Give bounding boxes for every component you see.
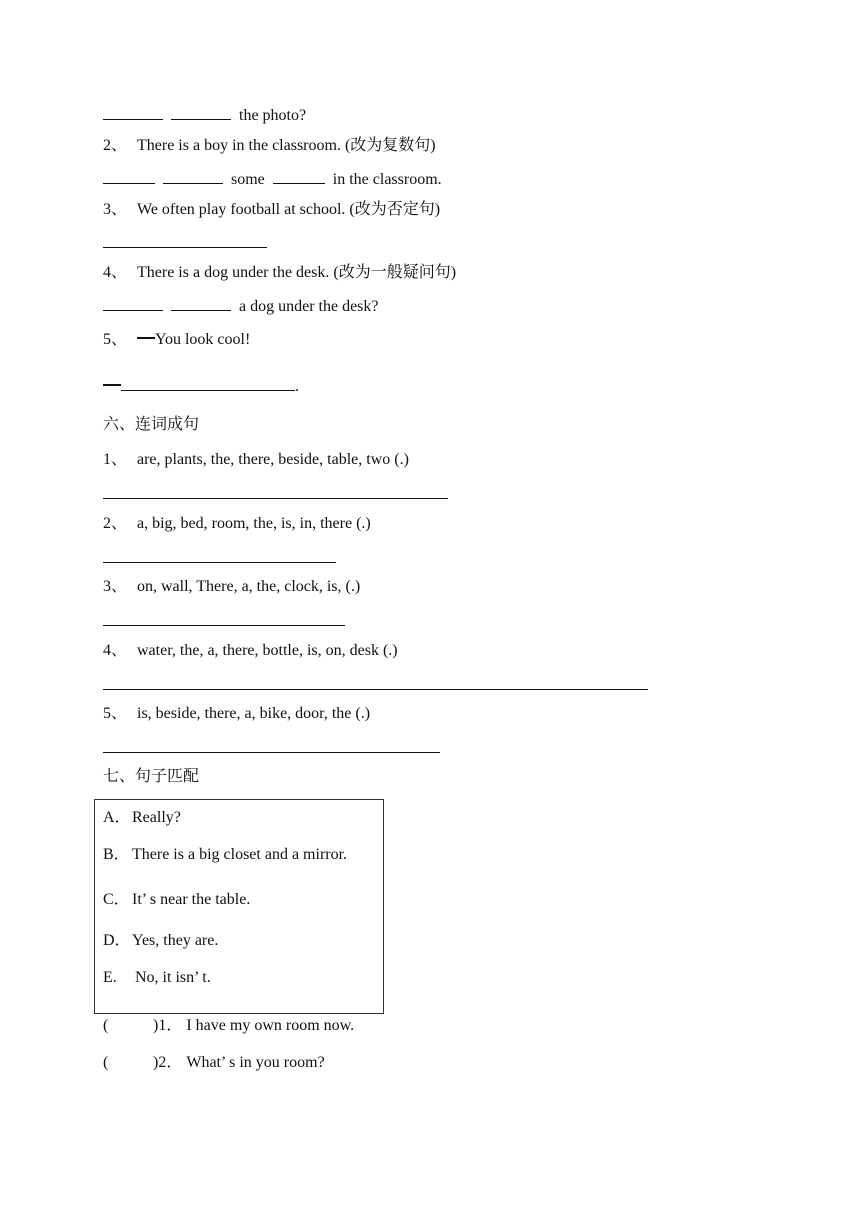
answer-tail: in the classroom. [332,171,442,188]
question-text: a, big, bed, room, the, is, in, there (.) [137,515,371,532]
option-letter: D． [103,932,131,949]
answer-blank[interactable] [171,105,231,120]
answer-word: some [231,171,265,188]
reorder-item-5 [103,704,370,724]
option-e [103,968,211,988]
question-number: 5、 [103,705,128,722]
answer-blank[interactable] [103,169,155,184]
q1-answer-line [103,105,306,126]
option-a [103,808,181,828]
match-question-1 [103,1016,354,1036]
option-letter: E. [103,969,117,986]
question-number: 2、 [103,137,128,154]
question-number: 3、 [103,201,128,218]
answer-paren[interactable]: ( [103,1054,109,1071]
reorder-item-4 [103,641,398,661]
question-number: 2、 [103,515,128,532]
q4-answer-line [103,296,379,317]
answer-blank[interactable] [121,376,295,391]
question-number: 4、 [103,264,128,281]
answer-line[interactable] [103,247,267,248]
question-3 [103,200,440,220]
option-letter: A． [103,809,131,826]
question-text: is, beside, there, a, bike, door, the (.) [137,705,371,722]
answer-blank[interactable] [103,105,163,120]
option-text: There is a big closet and a mirror. [132,846,348,863]
reorder-item-3 [103,577,360,597]
question-text: There is a boy in the classroom. (改为复数句) [137,137,436,154]
option-text: Really? [132,809,181,826]
section-7-title: 七、句子匹配 [103,768,200,785]
reorder-item-1 [103,450,409,470]
option-letter: C． [103,891,130,908]
answer-line[interactable] [103,498,448,499]
answer-paren[interactable]: ( [103,1017,109,1034]
question-number: 4、 [103,642,128,659]
question-text: What’ s in you room? [186,1054,325,1071]
question-text: on, wall, There, a, the, clock, is, (.) [137,578,361,595]
option-text: It’ s near the table. [132,891,251,908]
match-question-2 [103,1053,325,1073]
dialog-dash [103,384,121,386]
question-5 [103,330,250,350]
answer-line[interactable] [103,625,345,626]
answer-line[interactable] [103,689,648,690]
question-number: 1、 [103,451,128,468]
option-text: Yes, they are. [132,932,219,949]
question-number: )1． [153,1017,183,1034]
question-text: I have my own room now. [186,1017,355,1034]
question-number: 5、 [103,331,128,348]
q1-tail-text: the photo? [239,107,307,124]
question-text: There is a dog under the desk. (改为一般疑问句) [137,264,457,281]
option-b [103,845,347,865]
answer-blank[interactable] [171,296,231,311]
reorder-item-2 [103,514,371,534]
question-number: 3、 [103,578,128,595]
answer-tail: a dog under the desk? [239,298,379,315]
option-c [103,890,250,910]
q5-answer-line [103,376,299,397]
section-6-title: 六、连词成句 [103,416,200,433]
question-text: We often play football at school. (改为否定句) [137,201,441,218]
question-text: water, the, a, there, bottle, is, on, desk (.) [137,642,398,659]
option-d [103,931,218,951]
question-number: )2． [153,1054,183,1071]
option-text: No, it isn’ t. [135,969,211,986]
option-letter: B． [103,846,130,863]
question-2 [103,136,436,156]
answer-line[interactable] [103,752,440,753]
answer-line[interactable] [103,562,336,563]
answer-period: . [295,378,299,395]
answer-blank[interactable] [103,296,163,311]
dialog-dash [137,337,155,339]
answer-blank[interactable] [163,169,223,184]
question-text: are, plants, the, there, beside, table, two (.) [137,451,409,468]
question-text: You look cool! [155,331,251,348]
answer-blank[interactable] [273,169,325,184]
question-4 [103,263,456,283]
q2-answer-line [103,169,442,190]
